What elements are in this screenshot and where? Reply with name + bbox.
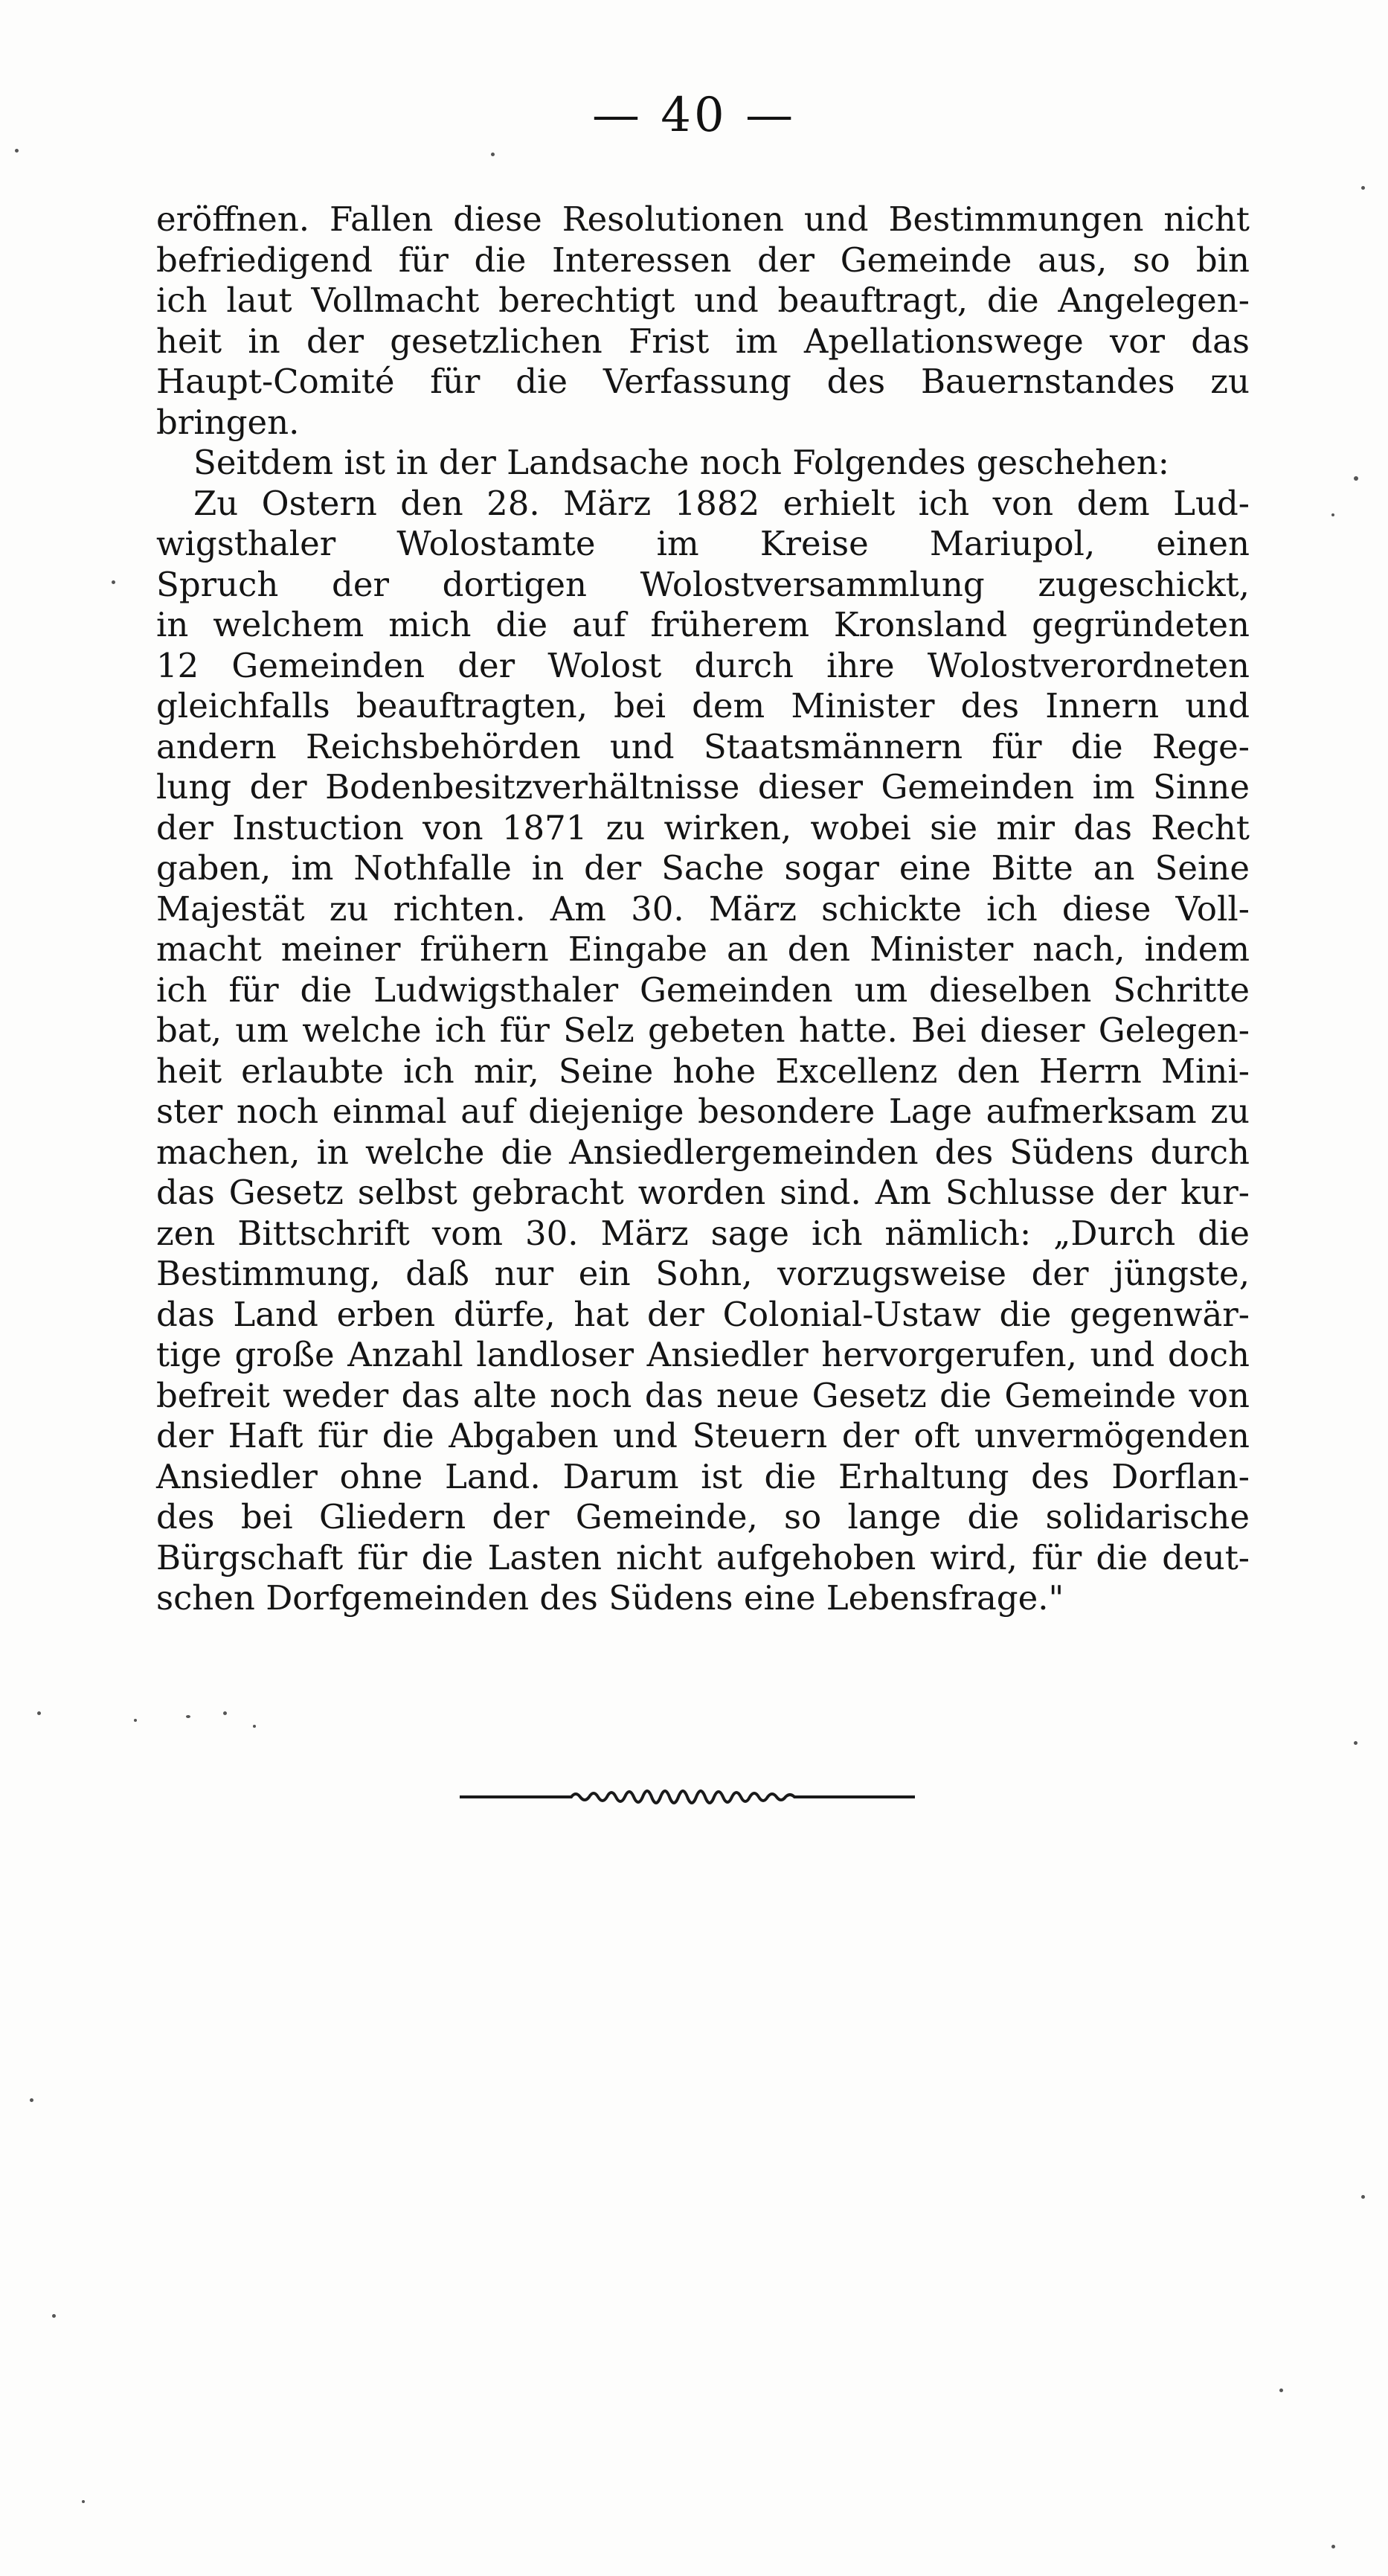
scan-speck xyxy=(1279,2388,1283,2392)
text-line: andern Reichsbehörden und Staatsmännern für die Rege- xyxy=(156,726,1250,766)
scan-speck xyxy=(1331,2545,1335,2548)
text-line: ich laut Vollmacht berechtigt und beauftragt, die Angelegen- xyxy=(156,281,1250,320)
text-line: bringen. xyxy=(156,402,300,442)
text-line: macht meiner frühern Eingabe an den Minister nach, indem xyxy=(156,929,1250,969)
scan-speck xyxy=(253,1725,256,1728)
scan-speck xyxy=(1354,476,1358,481)
text-line: tige große Anzahl landloser Ansiedler hervorgerufen, und doch xyxy=(156,1335,1250,1374)
text-line: wigsthaler Wolostamte im Kreise Mariupol, einen xyxy=(156,524,1250,563)
text-line: schen Dorfgemeinden des Südens eine Lebensfrage." xyxy=(156,1578,1064,1618)
text-line: gleichfalls beauftragten, bei dem Minister des Innern und xyxy=(156,686,1250,725)
scan-speck xyxy=(112,580,115,584)
scan-speck xyxy=(186,1715,190,1718)
text-line: Majestät zu richten. Am 30. März schickte ich diese Voll- xyxy=(156,888,1250,929)
scan-speck xyxy=(1361,2195,1365,2199)
text-line: das Gesetz selbst gebracht worden sind. Am Schlusse der kur- xyxy=(156,1173,1250,1212)
scan-speck xyxy=(491,153,495,156)
text-line: eröffnen. Fallen diese Resolutionen und Bestimmungen nicht xyxy=(156,199,1250,239)
wavy-rule-ornament xyxy=(460,1782,915,1812)
text-line: heit in der gesetzlichen Frist im Apellationswege vor das xyxy=(156,321,1250,361)
scan-speck xyxy=(223,1711,227,1715)
body-text xyxy=(156,199,1250,1619)
text-line: zen Bittschrift vom 30. März sage ich nämlich: „Durch die xyxy=(156,1213,1250,1253)
scan-speck xyxy=(82,2500,85,2503)
text-line: Haupt-Comité für die Verfassung des Bauernstandes zu xyxy=(156,362,1250,401)
scan-speck xyxy=(30,2098,33,2102)
scan-speck xyxy=(1354,1741,1358,1745)
text-line: Spruch der dortigen Wolostversammlung zugeschickt, xyxy=(156,564,1250,604)
text-line: des bei Gliedern der Gemeinde, so lange die solidarische xyxy=(156,1497,1250,1537)
text-line: Bürgschaft für die Lasten nicht aufgehoben wird, für die deut- xyxy=(156,1537,1250,1577)
text-line: befriedigend für die Interessen der Gemeinde aus, so bin xyxy=(156,240,1250,280)
text-line: befreit weder das alte noch das neue Gesetz die Gemeinde von xyxy=(156,1375,1250,1415)
text-line: Bestimmung, daß nur ein Sohn, vorzugsweise der jüngste, xyxy=(156,1254,1250,1293)
text-line: der Instuction von 1871 zu wirken, wobei sie mir das Recht xyxy=(156,807,1250,848)
scan-speck xyxy=(52,2314,56,2318)
scan-speck xyxy=(1361,186,1365,190)
text-line: ster noch einmal auf diejenige besondere Lage aufmerksam zu xyxy=(156,1092,1250,1131)
text-line: 12 Gemeinden der Wolost durch ihre Wolostverordneten xyxy=(156,645,1250,685)
text-line: gaben, im Nothfalle in der Sache sogar eine Bitte an Seine xyxy=(156,848,1250,888)
text-line: ich für die Ludwigsthaler Gemeinden um dieselben Schritte xyxy=(156,970,1250,1010)
text-line: heit erlaubte ich mir, Seine hohe Excellenz den Herrn Mini- xyxy=(156,1051,1250,1091)
scan-speck xyxy=(1331,513,1334,516)
text-line: in welchem mich die auf früherem Kronsland gegründeten xyxy=(156,605,1250,644)
scan-speck xyxy=(37,1711,41,1715)
text-line: machen, in welche die Ansiedlergemeinden des Südens durch xyxy=(156,1132,1250,1172)
text-line: bat, um welche ich für Selz gebeten hatte. Bei dieser Gelegen- xyxy=(156,1010,1250,1050)
page-number: — 40 — xyxy=(591,88,797,143)
text-line: der Haft für die Abgaben und Steuern der oft unvermögenden xyxy=(156,1416,1250,1455)
scan-speck xyxy=(134,1719,137,1722)
text-line: lung der Bodenbesitzverhältnisse dieser Gemeinden im Sinne xyxy=(156,767,1250,807)
scan-speck xyxy=(15,149,19,153)
text-line: Seitdem ist in der Landsache noch Folgendes geschehen: xyxy=(193,443,1169,482)
text-line: das Land erben dürfe, hat der Colonial-Ustaw die gegenwär- xyxy=(156,1294,1250,1334)
text-line: Zu Ostern den 28. März 1882 erhielt ich von dem Lud- xyxy=(193,483,1250,523)
text-line: Ansiedler ohne Land. Darum ist die Erhaltung des Dorflan- xyxy=(156,1456,1250,1496)
